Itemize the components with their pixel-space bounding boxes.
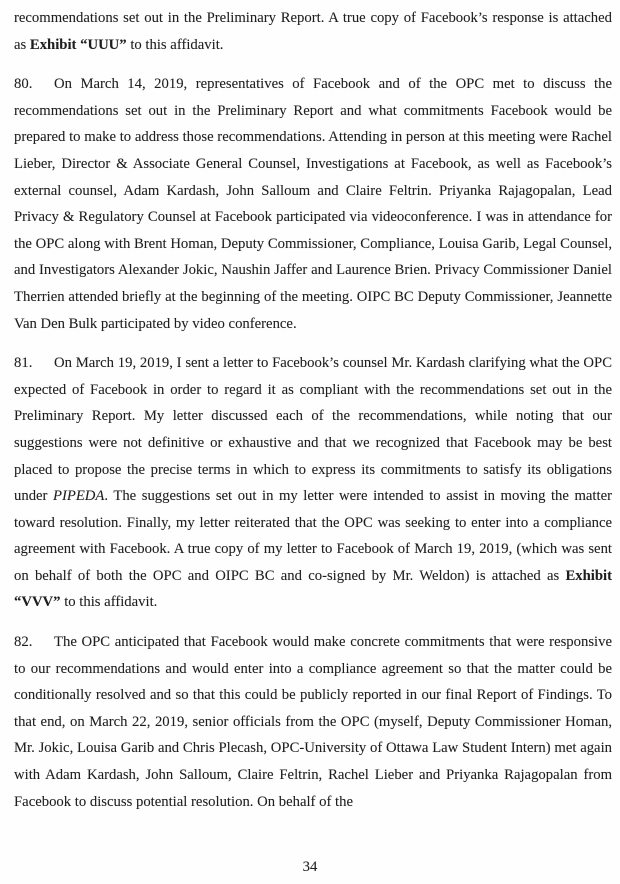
paragraph [14,71,612,337]
paragraph [14,350,612,616]
paragraph-number: 82. [14,634,33,651]
text-run: to this affidavit. [126,36,224,53]
page-content [14,5,612,815]
page-number: 34 [302,859,318,875]
paragraph [14,629,612,815]
text-run: PIPEDA [53,488,105,505]
text-run: Exhibit “UUU” [29,36,127,53]
text-run: to this affidavit. [60,594,158,611]
text-run: On March 14, 2019, representatives of Facebook and of the OPC met to discuss the recommendations set out in the Preliminary Report and what commitments Facebook would be prepared to make to address those recommendations. Attending in person at this meeting were Rachel Lieber, Director & Associate General Counsel, Investigations at Facebook, as well as Facebook’s external counsel, Adam Kardash, John Salloum and Claire Feltrin. Priyanka Rajagopalan, Lead Privacy & Regulatory Counsel at Facebook participated via videoconference. I was in attendance for the OPC along with Brent Homan, Deputy Commissioner, Compliance, Louisa Garib, Legal Counsel, and Investigators Alexander Jokic, Naushin Jaffer and Laurence Brien. Privacy Commissioner Daniel Therrien attended briefly at the beginning of the meeting. OIPC BC Deputy Commissioner, Jeannette Van Den Bulk participated by video conference. [14,76,612,332]
text-run: Exhibit “VVV” [14,567,612,611]
paragraph-number: 80. [14,76,33,93]
text-run: The OPC anticipated that Facebook would make concrete commitments that were responsive to our recommendations and would enter into a compliance agreement so that the matter could be conditionally resolved and so that this could be publicly reported in our final Report of Findings. To that end, on March 22, 2019, senior officials from the OPC (myself, Deputy Commissioner Homan, Mr. Jokic, Louisa Garib and Chris Plecash, OPC-University of Ottawa Law Student Intern) met again with Adam Kardash, John Salloum, Claire Feltrin, Rachel Lieber and Priyanka Rajagopalan from Facebook to discuss potential resolution. On behalf of the [14,634,612,810]
text-run: . The suggestions set out in my letter were intended to assist in moving the matter toward resolution. Finally, my letter reiterated that the OPC was seeking to enter into a compliance agreement with Facebook. A true copy of my letter to Facebook of March 19, 2019, (which was sent on behalf of both the OPC and OIPC BC and co-signed by Mr. Weldon) is attached as [14,488,612,584]
paragraph [14,5,612,58]
text-run: On March 19, 2019, I sent a letter to Facebook’s counsel Mr. Kardash clarifying what the OPC expected of Facebook in order to regard it as compliant with the recommendations set out in the Preliminary Report. My letter discussed each of the recommendations, while noting that our suggestions were not definitive or exhaustive and that we recognized that Facebook may be best placed to propose the precise terms in which to express its commitments to satisfy its obligations under [14,355,612,505]
text-run: recommendations set out in the Preliminary Report. A true copy of Facebook’s response is attached as [14,10,612,53]
paragraph-number: 81. [14,355,33,372]
